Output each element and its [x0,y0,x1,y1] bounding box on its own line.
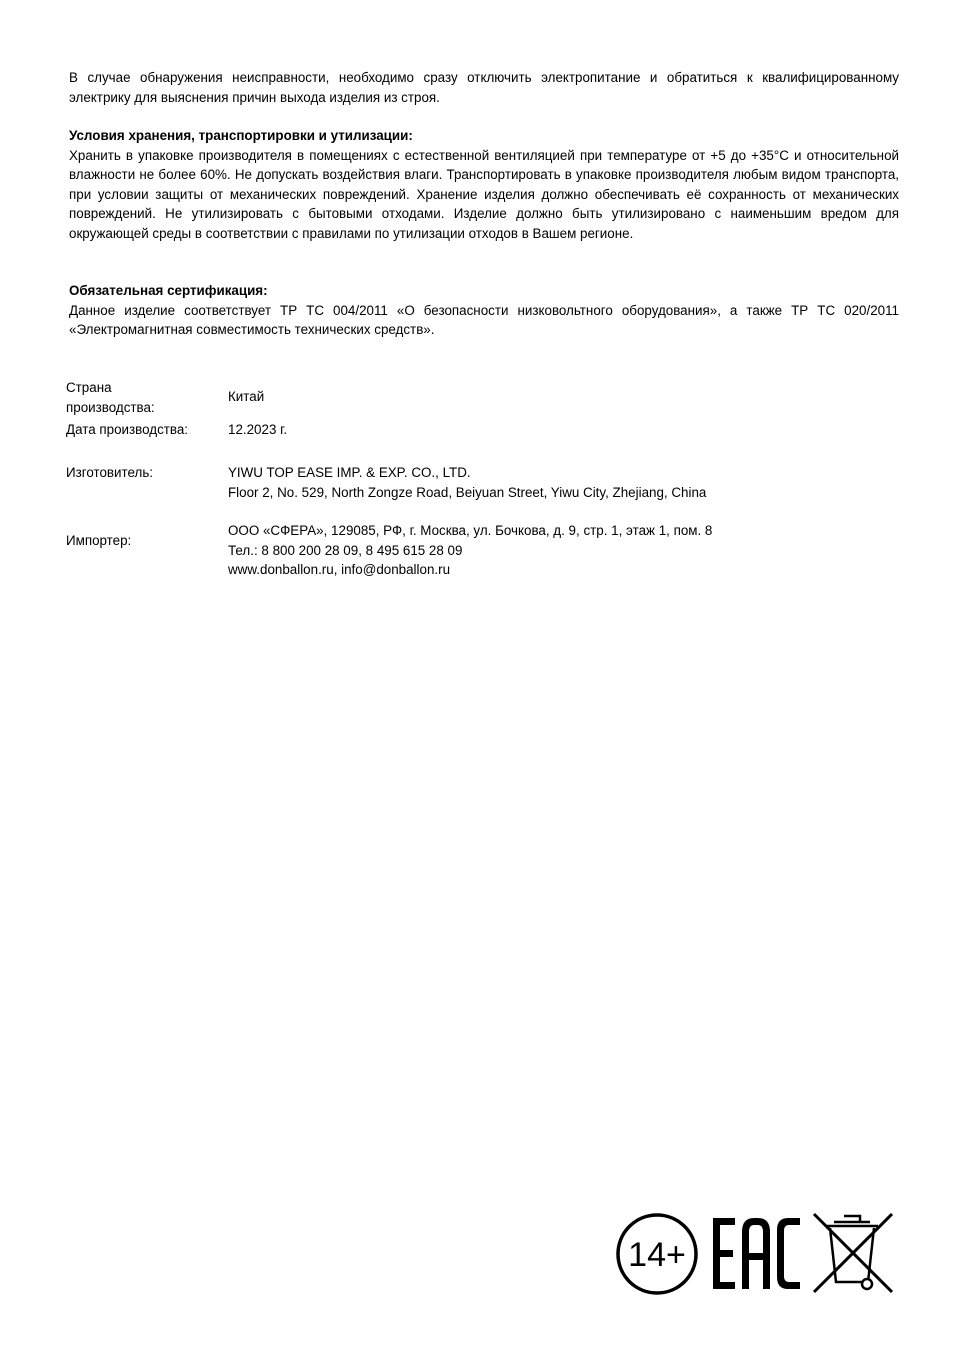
importer-web: www.donballon.ru, info@donballon.ru [228,562,451,577]
storage-section [69,126,899,243]
bin-wheel [862,1279,872,1289]
date-label: Дата производства: [66,422,189,437]
certification-section [69,281,899,340]
intro-section [69,68,899,107]
importer-phone: Тел.: 8 800 200 28 09, 8 495 615 28 09 [228,542,463,558]
certification-heading: Обязательная сертификация: [69,283,268,298]
compliance-marks-svg [612,1206,902,1302]
country-value: Китай [228,389,265,404]
manufacturer-address: Floor 2, No. 529, North Zongze Road, Beiyuan Street, Yiwu City, Zhejiang, China [228,484,707,500]
eac-e-top [713,1218,735,1225]
age-rating-text: 14+ [628,1236,686,1274]
country-label: Страна производства: [66,380,155,415]
eac-a-glyph [742,1218,770,1289]
eac-mark [713,1218,800,1289]
storage-text: Хранить в упаковке производителя в помещениях с естественной вентиляцией при температуре от +5 до +35°С и относительной влажности не более 60%. Не допускать воздействия влаги. Транспортировать в упаковке производителя любым видом транспорта, при условии защиты от механических повреждений. Хранение изделия должно обеспечивать её сохранность от механических повреждений. Не утилизировать с бытовыми отходами. Изделие должно быть утилизировано с наименьшим вредом для окружающей среды в соответствии с правилами по утилизации отходов в Вашем регионе. [69,147,899,241]
certification-text: Данное изделие соответствует ТР ТС 004/2011 «О безопасности низковольтного оборудования», а также ТР ТС 020/2011 «Электромагнитная совместимость технических средств». [69,302,899,337]
manufacturer-label: Изготовитель: [66,465,154,480]
importer-row [66,521,896,581]
importer-name: ООО «СФЕРА», 129085, РФ, г. Москва, ул. Бочкова, д. 9, стр. 1, этаж 1, пом. 8 [228,523,713,538]
compliance-marks [612,1206,902,1302]
manufacturer-info [228,463,888,502]
age-rating-mark [618,1215,696,1293]
importer-info [228,521,888,580]
date-row [66,420,896,440]
intro-text: В случае обнаружения неисправности, необходимо сразу отключить электропитание и обратиться к квалифицированному электрику для выяснения причин выхода изделия из строя. [69,70,899,105]
storage-heading: Условия хранения, транспортировки и утилизации: [69,128,413,143]
date-value: 12.2023 г. [228,422,288,437]
importer-label: Импортер: [66,533,132,548]
manufacturer-name: YIWU TOP EASE IMP. & EXP. CO., LTD. [228,465,471,480]
country-row [66,378,896,418]
eac-c-glyph [777,1218,800,1289]
eac-e-mid [713,1250,733,1257]
eac-e-bottom [713,1282,735,1289]
manufacturer-row [66,463,896,503]
crossed-out-wheelie-bin-icon [814,1214,892,1292]
